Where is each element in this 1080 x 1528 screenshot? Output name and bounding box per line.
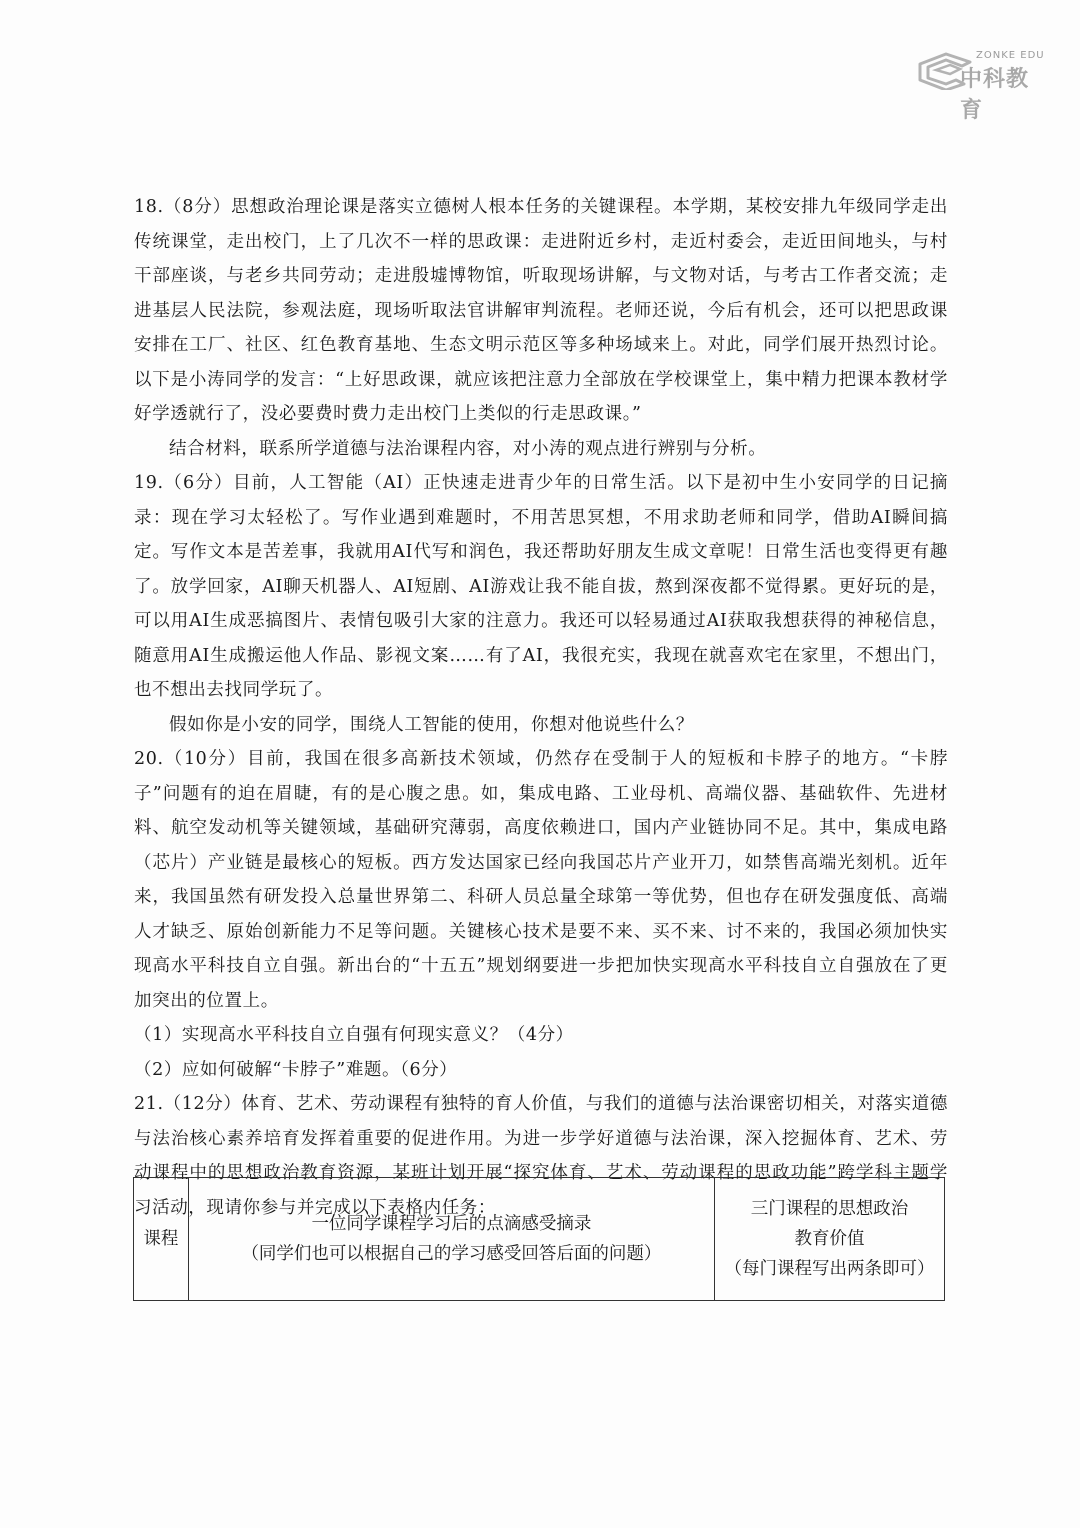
table-header-notes bbox=[188, 1178, 714, 1301]
brand-logo bbox=[916, 48, 1046, 123]
task-table bbox=[133, 1177, 945, 1301]
table-header-course: 课程 bbox=[134, 1178, 189, 1301]
notes-header-line1: 一位同学课程学习后的点滴感受摘录 bbox=[311, 1214, 592, 1234]
q21-stem: 21.（12分）体育、艺术、劳动课程有独特的育人价值，与我们的道德与法治课密切相关，对落实道德与法治核心素养培育发挥着重要的促进作用。为进一步学好道德与法治课，深入挖掘体育、艺术、劳动课程中的思想政治教育资源，某班计划开展“探究体育、艺术、劳动课程的思政功能”跨学科主题学习活动，现请你参与并完成以下表格内任务： bbox=[134, 1094, 948, 1218]
value-header-line2: 教育价值 bbox=[794, 1229, 865, 1249]
table-header-value bbox=[715, 1178, 945, 1301]
value-header-line1: 三门课程的思想政治 bbox=[750, 1199, 909, 1219]
q18-stem: 18.（8分）思想政治理论课是落实立德树人根本任务的关键课程。本学期，某校安排九年级同学走出传统课堂，走出校门，上了几次不一样的思政课：走进附近乡村，走近村委会，走近田间地头，与村干部座谈，与老乡共同劳动；走进殷墟博物馆，听取现场讲解，与文物对话，与考古工作者交流；走进基层人民法院，参观法庭，现场听取法官讲解审判流程。老师还说，今后有机会，还可以把思政课安排在工厂、社区、红色教育基地、生态文明示范区等多种场域来上。对此，同学们展开热烈讨论。以下是小涛同学的发言：“上好思政课，就应该把注意力全部放在学校课堂上，集中精力把课本教材学好学透就行了，没必要费时费力走出校门上类似的行走思政课。” bbox=[134, 197, 948, 424]
table-header-row bbox=[134, 1178, 945, 1301]
q18-prompt: 结合材料，联系所学道德与法治课程内容，对小涛的观点进行辨别与分析。 bbox=[169, 438, 767, 459]
logo-text-en: ZONKE EDU bbox=[976, 50, 1045, 61]
logo-text-cn: 中科教育 bbox=[960, 67, 1030, 123]
q19-stem: 19.（6分）目前，人工智能（AI）正快速走进青少年的日常生活。以下是初中生小安同学的日记摘录：现在学习太轻松了。写作业遇到难题时，不用苦思冥想，不用求助老师和同学，借助AI瞬间搞定。写作文本是苦差事，我就用AI代写和润色，我还帮助好朋友生成文章呢！日常生活也变得更有趣了。放学回家，AI聊天机器人、AI短剧、AI游戏让我不能自拔，熬到深夜都不觉得累。更好玩的是，可以用AI生成恶搞图片、表情包吸引大家的注意力。我还可以轻易通过AI获取我想获得的神秘信息，随意用AI生成搬运他人作品、影视文案……有了AI，我很充实，我现在就喜欢宅在家里，不想出门，也不想出去找同学玩了。 bbox=[134, 473, 948, 700]
question-content bbox=[134, 190, 948, 1225]
q20-sub-question-2: （2）应如何破解“卡脖子”难题。（6分） bbox=[134, 1059, 458, 1080]
q20-stem: 20.（10分）目前，我国在很多高新技术领域，仍然存在受制于人的短板和卡脖子的地方。“卡脖子”问题有的迫在眉睫，有的是心腹之患。如，集成电路、工业母机、高端仪器、基础软件、先进材料、航空发动机等关键领域，基础研究薄弱，高度依赖进口，国内产业链协同不足。其中，集成电路（芯片）产业链是最核心的短板。西方发达国家已经向我国芯片产业开刀，如禁售高端光刻机。近年来，我国虽然有研发投入总量世界第二、科研人员总量全球第一等优势，但也存在研发强度低、高端人才缺乏、原始创新能力不足等问题。关键核心技术是要不来、买不来、讨不来的，我国必须加快实现高水平科技自立自强。新出台的“十五五”规划纲要进一步把加快实现高水平科技自立自强放在了更加突出的位置上。 bbox=[134, 749, 948, 1011]
notes-header-line2: （同学们也可以根据自己的学习感受回答后面的问题） bbox=[241, 1244, 662, 1264]
value-header-line3: （每门课程写出两条即可） bbox=[724, 1259, 935, 1279]
q19-prompt: 假如你是小安的同学，围绕人工智能的使用，你想对他说些什么？ bbox=[169, 714, 694, 735]
q20-sub-question-1: （1）实现高水平科技自立自强有何现实意义？（4分） bbox=[134, 1025, 574, 1045]
